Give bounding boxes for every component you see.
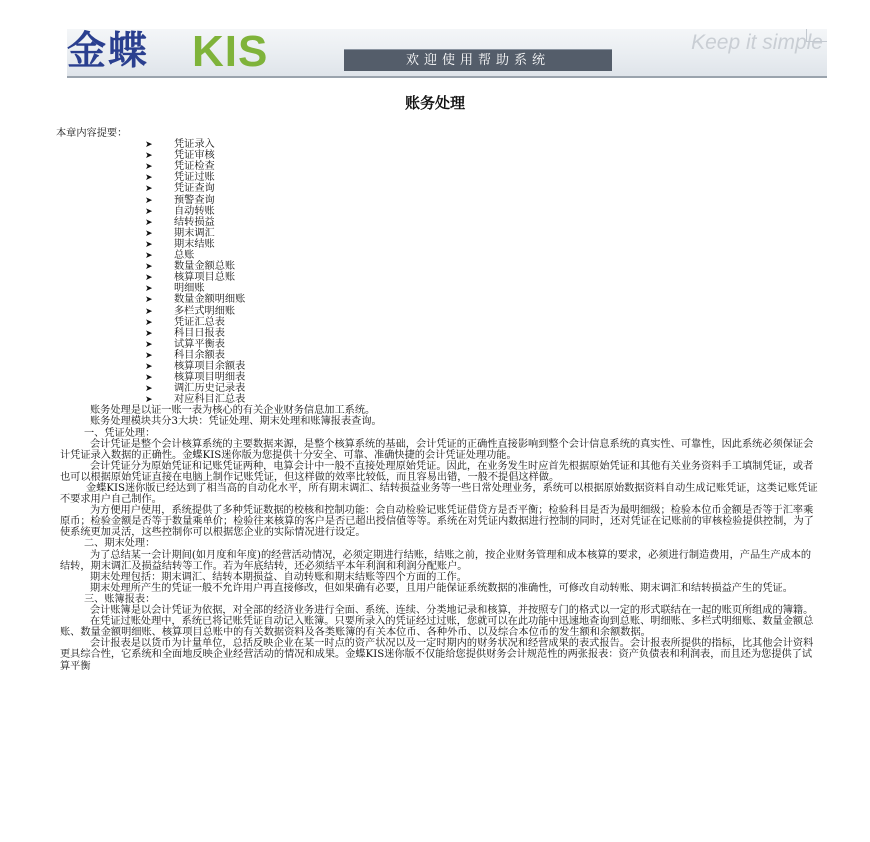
bullet-arrow-icon: ➤ bbox=[145, 195, 153, 206]
toc-list bbox=[56, 139, 818, 405]
toc-item-label: 凭证检查 bbox=[174, 161, 215, 173]
toc-item-label: 期末结账 bbox=[174, 238, 215, 250]
toc-item-label: 科目日报表 bbox=[174, 327, 225, 339]
help-banner bbox=[67, 29, 827, 78]
bullet-arrow-icon: ➤ bbox=[145, 151, 153, 162]
toc-item[interactable] bbox=[145, 217, 818, 228]
toc-item[interactable] bbox=[145, 294, 818, 305]
paragraph: 为方便用户使用，系统提供了多种凭证数据的校核和控制功能：会自动检验记账凭证借贷方是否平衡；检验科目是否为最明细级；检验本位币金额是否等于汇率乘原币；检验金额是否等于数量乘单价；检验往来核算的客户是否已超出授信值等等。系统在对凭证内数据进行控制的同时，还对凭证在记账前的审核检验提供控制，为了使系统更加灵活，这些控制你可以根据您企业的实际情况进行设定。 bbox=[60, 505, 814, 539]
bullet-arrow-icon: ➤ bbox=[145, 217, 153, 228]
paragraph: 会计账簿是以会计凭证为依据，对全部的经济业务进行全面、系统、连续、分类地记录和核算，并按照专门的格式以一定的形式联结在一起的账页所组成的簿籍。 bbox=[90, 605, 814, 617]
toc-item[interactable] bbox=[145, 139, 818, 150]
paragraph: 账务处理模块共分3大块：凭证处理、期末处理和账簿报表查询。 bbox=[90, 416, 382, 428]
bullet-arrow-icon: ➤ bbox=[145, 295, 153, 306]
paragraph: 期末处理包括：期末调汇、结转本期损益、自动转账和期末结账等四个方面的工作。 bbox=[90, 571, 467, 583]
bullet-arrow-icon: ➤ bbox=[145, 140, 153, 151]
toc-item-label: 数量金额明细账 bbox=[174, 294, 246, 306]
toc-item[interactable] bbox=[145, 394, 818, 405]
bullet-arrow-icon: ➤ bbox=[145, 328, 153, 339]
welcome-label: 欢迎使用帮助系统 bbox=[344, 49, 612, 71]
logo-kis: KIS bbox=[192, 29, 269, 76]
toc-item-label: 核算项目余额表 bbox=[174, 360, 246, 372]
toc-item[interactable] bbox=[145, 150, 818, 161]
toc-item-label: 明细账 bbox=[174, 283, 205, 295]
toc-item-label: 自动转账 bbox=[174, 205, 215, 217]
toc-item-label: 凭证查询 bbox=[174, 183, 215, 195]
toc-item[interactable] bbox=[145, 383, 818, 394]
bullet-arrow-icon: ➤ bbox=[145, 384, 153, 395]
toc-item-label: 核算项目总账 bbox=[174, 272, 236, 284]
toc-item[interactable] bbox=[145, 272, 818, 283]
bullet-arrow-icon: ➤ bbox=[145, 173, 153, 184]
toc-item[interactable] bbox=[145, 250, 818, 261]
toc-item[interactable] bbox=[145, 328, 818, 339]
toc-item[interactable] bbox=[145, 372, 818, 383]
paragraph: 在凭证过账处理中，系统已将记账凭证自动记入账簿。只要所录入的凭证经过过账，您就可以在此功能中迅速地查询到总账、明细账、多栏式明细账、数量金额总账、数量金额明细账、核算项目总账中的有关数据资料及各类账簿的有关本位币、各种外币、以及综合本位币的发生额和余额数据。 bbox=[60, 616, 814, 639]
paragraph: 会计凭证分为原始凭证和记账凭证两种，电算会计中一般不直接处理原始凭证。因此，在业务发生时应首先根据原始凭证和其他有关业务资料手工填制凭证，或者也可以根据原始凭证直接在电脑上制作记账凭证，但这样做的效率比较低，而且容易出错，一般不提倡这样做。 bbox=[60, 460, 814, 483]
toc-item-label: 对应科目汇总表 bbox=[174, 394, 246, 406]
banner-corner bbox=[806, 29, 827, 42]
bullet-arrow-icon: ➤ bbox=[145, 373, 153, 384]
toc-item-label: 数量金额总账 bbox=[174, 261, 236, 273]
paragraph: 账务处理是以证一账一表为核心的有关企业财务信息加工系统。 bbox=[90, 405, 376, 417]
bullet-arrow-icon: ➤ bbox=[145, 284, 153, 295]
paragraph: 会计报表是以货币为计量单位，总括反映企业在某一时点的资产状况以及一定时期内的财务状况和经营成果的表式报告。会计报表所提供的指标，比其他会计资料更具综合性，它系统和全面地反映企业经营活动的情况和成果。金蝶KIS迷你版不仅能给您提供财务会计规范性的两张报表：资产负债表和利润表，而且还为您提供了试算平衡 bbox=[60, 638, 814, 672]
bullet-arrow-icon: ➤ bbox=[145, 251, 153, 262]
toc-item-label: 凭证汇总表 bbox=[174, 316, 225, 328]
paragraph: 金蝶KIS迷你版已经达到了相当高的自动化水平，所有期末调汇、结转损益业务等一些日常处理业务，系统可以根据原始数据资料自动生成记账凭证，这类记账凭证不要求用户自己制作。 bbox=[60, 483, 818, 506]
paragraph: 期末处理所产生的凭证一般不允许用户再直接修改，但如果确有必要，且用户能保证系统数据的准确性，可修改自动转账、期末调汇和结转损益产生的凭证。 bbox=[90, 582, 793, 594]
toc-item[interactable] bbox=[145, 239, 818, 250]
paragraph: 会计凭证是整个会计核算系统的主要数据来源，是整个核算系统的基础，会计凭证的正确性直接影响到整个会计信息系统的真实性、可靠性，因此系统必须保证会计凭证录入数据的正确性。金蝶KIS迷你版为您提供十分安全、可靠、准确快捷的会计凭证处理功能。 bbox=[60, 438, 814, 461]
toc-item-label: 调汇历史记录表 bbox=[174, 383, 246, 395]
toc-item[interactable] bbox=[145, 339, 818, 350]
bullet-arrow-icon: ➤ bbox=[145, 361, 153, 372]
toc-item-label: 凭证过账 bbox=[174, 172, 215, 184]
toc-item[interactable] bbox=[145, 172, 818, 183]
page-title: 账务处理 bbox=[404, 94, 465, 112]
toc-item[interactable] bbox=[145, 261, 818, 272]
bullet-arrow-icon: ➤ bbox=[145, 339, 153, 350]
bullet-arrow-icon: ➤ bbox=[145, 395, 153, 406]
bullet-arrow-icon: ➤ bbox=[145, 317, 153, 328]
slogan: Keep it simple bbox=[691, 31, 823, 54]
toc-item-label: 科目余额表 bbox=[174, 349, 225, 361]
section-heading: 二、期末处理： bbox=[84, 538, 156, 550]
toc-item[interactable] bbox=[145, 283, 818, 294]
toc-item[interactable] bbox=[145, 228, 818, 239]
toc-item[interactable] bbox=[145, 195, 818, 206]
toc-item-label: 期末调汇 bbox=[174, 227, 215, 239]
bullet-arrow-icon: ➤ bbox=[145, 273, 153, 284]
paragraph: 为了总结某一会计期间(如月度和年度)的经营活动情况，必须定期进行结账，结账之前，按企业财务管理和成本核算的要求，必须进行制造费用，产品生产成本的结转，期末调汇及损益结转等工作。若为年底结转，还必须结平本年利润和利润分配账户。 bbox=[60, 549, 812, 572]
bullet-arrow-icon: ➤ bbox=[145, 162, 153, 173]
bullet-arrow-icon: ➤ bbox=[145, 306, 153, 317]
toc-item[interactable] bbox=[145, 361, 818, 372]
toc-item[interactable] bbox=[145, 183, 818, 194]
toc-item-label: 试算平衡表 bbox=[174, 338, 225, 350]
toc-item-label: 预警查询 bbox=[174, 194, 215, 206]
toc-item-label: 结转损益 bbox=[174, 216, 215, 228]
toc-item-label: 多栏式明细账 bbox=[174, 305, 236, 317]
bullet-arrow-icon: ➤ bbox=[145, 239, 153, 250]
toc-item-label: 核算项目明细表 bbox=[174, 372, 246, 384]
bullet-arrow-icon: ➤ bbox=[145, 184, 153, 195]
intro-heading: 本章内容提要： bbox=[56, 128, 128, 139]
toc-item[interactable] bbox=[145, 317, 818, 328]
section-heading: 一、凭证处理： bbox=[84, 427, 156, 439]
bullet-arrow-icon: ➤ bbox=[145, 206, 153, 217]
toc-item-label: 凭证录入 bbox=[174, 139, 215, 151]
toc-item-label: 凭证审核 bbox=[174, 150, 215, 162]
toc-item[interactable] bbox=[145, 350, 818, 361]
bullet-arrow-icon: ➤ bbox=[145, 350, 153, 361]
body-text bbox=[60, 405, 818, 671]
logo-chinese: 金蝶 bbox=[67, 29, 150, 74]
toc-item[interactable] bbox=[145, 161, 818, 172]
section-heading: 三、账簿报表： bbox=[84, 593, 156, 605]
bullet-arrow-icon: ➤ bbox=[145, 228, 153, 239]
bullet-arrow-icon: ➤ bbox=[145, 262, 153, 273]
toc-item-label: 总账 bbox=[174, 250, 195, 262]
toc-item[interactable] bbox=[145, 206, 818, 217]
toc-item[interactable] bbox=[145, 306, 818, 317]
document-body bbox=[56, 128, 818, 672]
